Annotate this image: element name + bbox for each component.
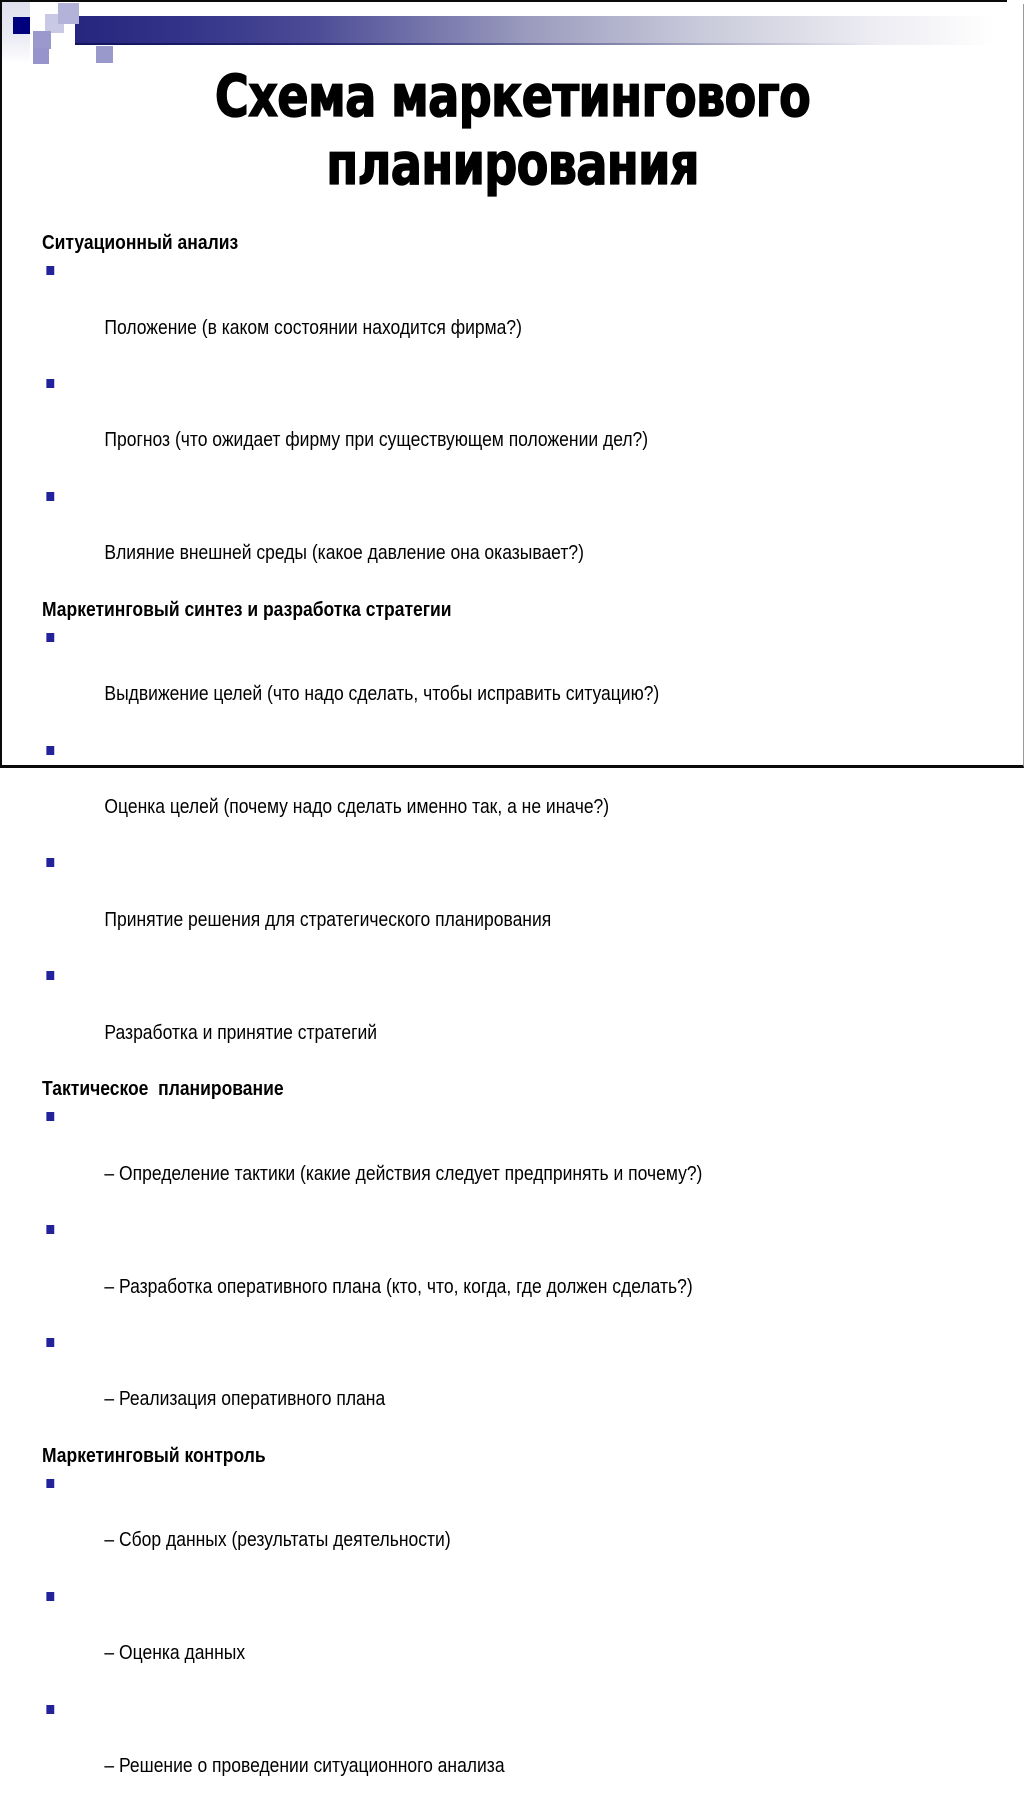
list-item-text: – Решение о проведении ситуационного анализа	[104, 1754, 505, 1777]
list-item-text: – Определение тактики (какие действия следует предпринять и почему?)	[104, 1162, 703, 1185]
bullet-square-icon	[46, 266, 54, 275]
list-item	[42, 849, 1013, 962]
list-item-text: Оценка целей (почему надо сделать именно так, а не иначе?)	[104, 796, 610, 819]
list-item	[42, 370, 1013, 483]
list-item-text: – Сбор данных (результаты деятельности)	[104, 1529, 451, 1552]
bullet-square-icon	[46, 746, 54, 755]
bullet-square-icon	[46, 633, 54, 642]
section-header-marketing-synthesis: Маркетинговый синтез и разработка стратегии	[42, 598, 452, 621]
slide-title-line-1: Схема маркетингового	[214, 62, 811, 130]
bullet-square-icon	[46, 858, 54, 867]
slide-title	[2, 62, 1023, 198]
list-item-text: – Разработка оперативного плана (кто, что, когда, где должен сделать?)	[104, 1275, 693, 1298]
list-item	[42, 483, 1013, 596]
bullet-square-icon	[46, 1112, 54, 1121]
list-item-text: Прогноз (что ожидает фирму при существующем положении дел?)	[104, 429, 649, 452]
slide-body	[42, 229, 1013, 1808]
list-item	[42, 1696, 1013, 1808]
bullet-square-icon	[46, 971, 54, 980]
list-item-text: Принятие решения для стратегического планирования	[104, 908, 552, 931]
bullet-square-icon	[46, 1705, 54, 1714]
list-item	[42, 1583, 1013, 1696]
bullet-square-icon	[46, 379, 54, 388]
bullet-square-icon	[46, 492, 54, 501]
list-item	[42, 257, 1013, 370]
list-item	[42, 1329, 1013, 1442]
list-item	[42, 1216, 1013, 1329]
list-item	[42, 624, 1013, 737]
bullet-square-icon	[46, 1592, 54, 1601]
list-item-text: Влияние внешней среды (какое давление она оказывает?)	[104, 542, 584, 565]
slide-title-line-2: планирования	[326, 130, 699, 198]
header-gradient-bar	[75, 16, 1023, 45]
decor-square-dark-icon	[13, 17, 30, 34]
list-item-text: Выдвижение целей (что надо сделать, чтобы исправить ситуацию?)	[104, 683, 660, 706]
corner-notch	[1007, 0, 1024, 4]
section-header-tactical-planning: Тактическое планирование	[42, 1078, 284, 1101]
list-item	[42, 1103, 1013, 1216]
bullet-square-icon	[46, 1338, 54, 1347]
bullet-square-icon	[46, 1479, 54, 1488]
list-item-text: – Реализация оперативного плана	[104, 1388, 386, 1411]
list-item-text: – Оценка данных	[104, 1642, 246, 1665]
section-header-marketing-control: Маркетинговый контроль	[42, 1444, 266, 1467]
decor-square-medium-icon	[33, 31, 51, 49]
decor-square-medium-icon	[96, 46, 113, 63]
list-item	[42, 1470, 1013, 1583]
list-item-text: Разработка и принятие стратегий	[104, 1021, 378, 1044]
section-header-situational-analysis: Ситуационный анализ	[42, 232, 239, 254]
list-item-text: Положение (в каком состоянии находится фирма?)	[104, 316, 522, 339]
list-item	[42, 962, 1013, 1075]
bullet-square-icon	[46, 1225, 54, 1234]
decor-square-medium-icon	[58, 3, 79, 24]
list-item	[42, 737, 1013, 850]
